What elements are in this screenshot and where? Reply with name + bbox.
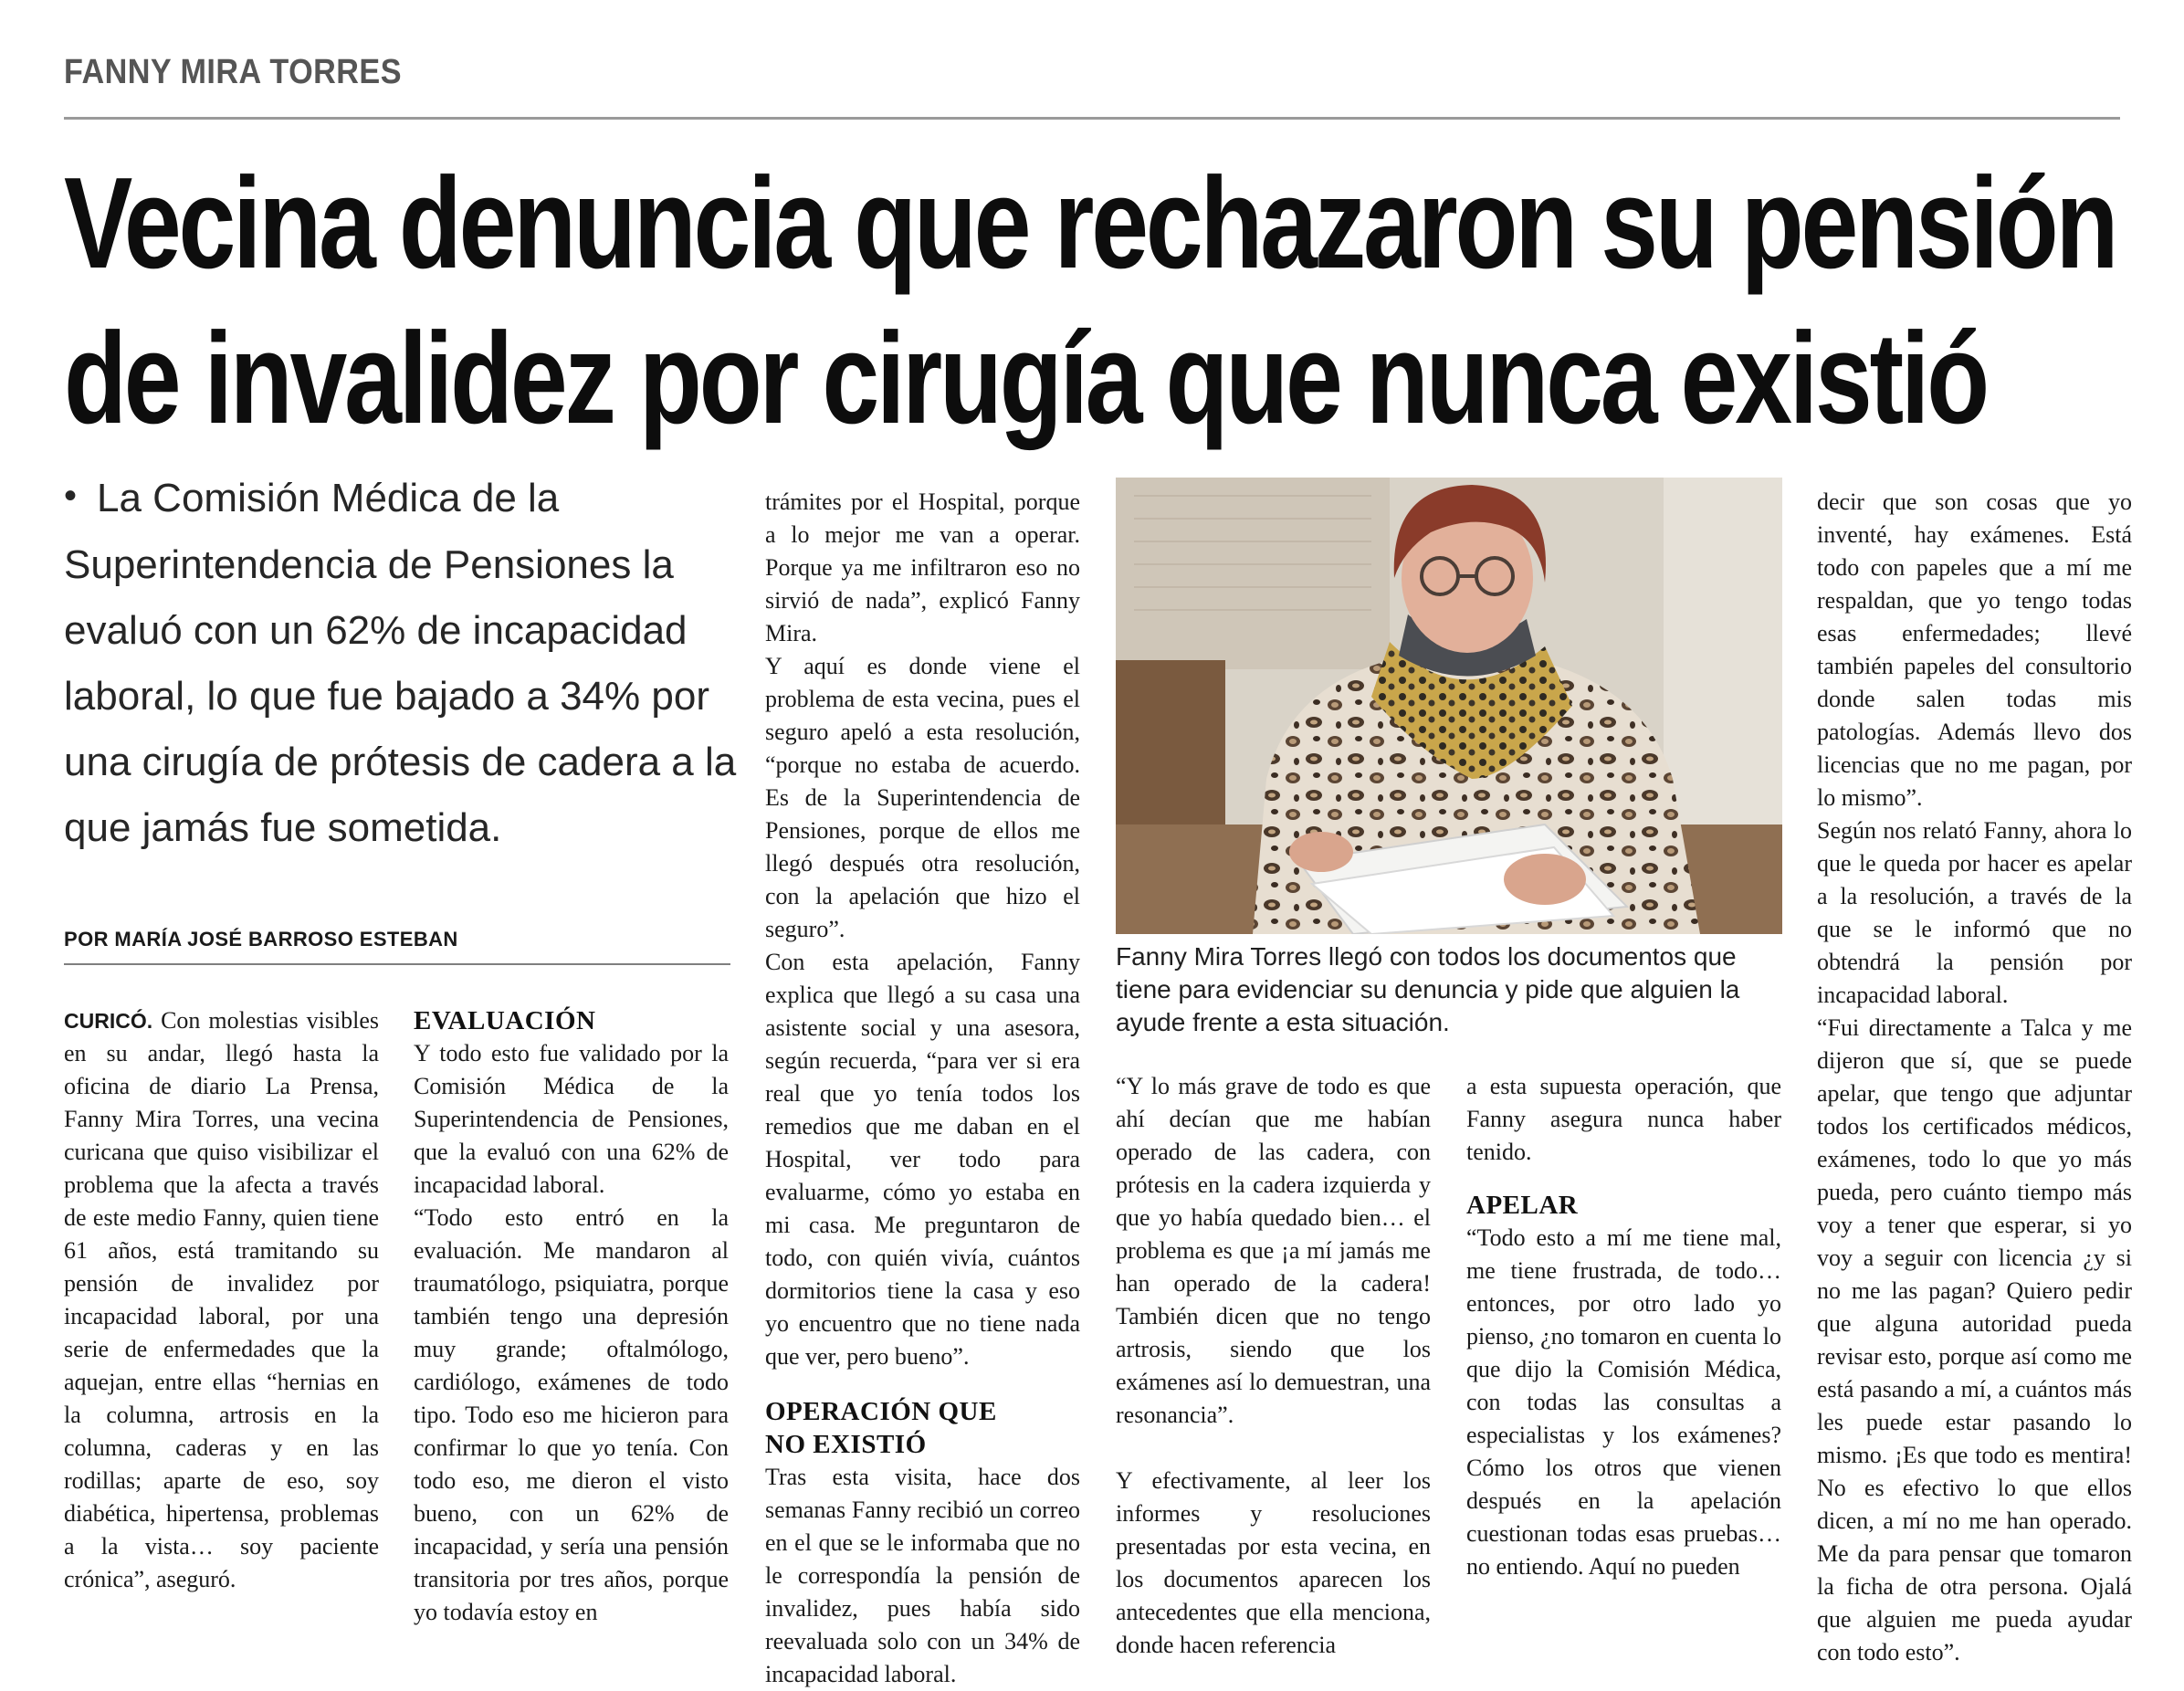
paragraph: Y efectivamente, al leer los informes y resoluciones presentadas por esta vecina, en los documentos aparecen los antecedentes que ella menciona, donde hacen referencia (1116, 1467, 1431, 1658)
lede-text: La Comisión Médica de la Superintendencia de Pensiones la evaluó con un 62% de incapacidad laboral, lo que fue bajado a 34% por una cirugía de prótesis de cadera a la que jamás fue sometida. (64, 476, 737, 850)
photo-caption: Fanny Mira Torres llegó con todos los documentos que tiene para evidenciar su denuncia y pide que alguien la ayude frente a esta situación. (1116, 942, 1740, 1036)
subhead-line-2: NO EXISTIÓ (765, 1430, 927, 1459)
subhead-operacion (765, 1395, 1080, 1461)
paragraph: “Todo esto a mí me tiene mal, me tiene frustrada, de todo… entonces, por otro lado yo pienso, ¿no tomaron en cuenta lo que dijo la Comisión Médica, con todas las consultas a especialistas y los exámenes? Cómo los otros que vienen después en la apelación cuestionan todas esas pruebas… no entiendo. Aquí no pueden (1466, 1224, 1781, 1580)
article-column-6 (1817, 486, 2132, 1669)
subhead-apelar: APELAR (1466, 1191, 1579, 1220)
headline-line-1: Vecina denuncia que rechazaron su pensión (64, 151, 2116, 296)
paragraph: “Todo esto entró en la evaluación. Me mandaron al traumatólogo, psiquiatra, porque también tengo una depresión muy grande; oftalmólogo, cardiólogo, exámenes de todo tipo. Todo eso me hicieron para confirmar lo que yo tenía. Con todo eso, me dieron el visto bueno, con un 62% de incapacidad, y sería una pensión transitoria por tres años, porque yo todavía estoy en (414, 1204, 729, 1625)
woman-with-documents-photo-icon (1116, 478, 1782, 934)
article-column-1 (64, 1004, 379, 1596)
paragraph: Con esta apelación, Fanny explica que llegó a su casa una asistente social y una asesora, según recuerda, “para ver si era real que yo tenía todos los remedios que me daban en el Hospital, ver todo para evaluarme, cómo yo estaba en mi casa. Me preguntaron de todo, con quién vivía, cuántos dormitorios tiene la casa y eso yo encuentro que no tiene nada que ver, pero bueno”. (765, 949, 1080, 1370)
byline-divider (64, 963, 730, 965)
paragraph: Y aquí es donde viene el problema de esta vecina, pues el seguro apeló a esta resolución, “porque no estaba de acuerdo. Es de la Superintendencia de Pensiones, porque de ellos me llegó después otra resolución, con la apelación que hizo el seguro”. (765, 653, 1080, 942)
byline: POR MARÍA JOSÉ BARROSO ESTEBAN (64, 928, 458, 951)
paragraph-text: Con molestias visibles en su andar, llegó hasta la oficina de diario La Prensa, Fanny Mira Torres, una vecina curicana que quiso visibilizar el problema que la afecta a través de este medio Fanny, quien tiene 61 años, está tramitando su pensión de invalidez por incapacidad laboral, por una serie de enfermedades que la aquejan, entre ellas “hernias en la columna, artrosis en la columna, caderas y en las rodillas; aparte de eso, soy diabética, hipertensa, problemas a la vista… soy paciente crónica”, aseguró. (64, 1007, 380, 1592)
subhead-evaluacion: EVALUACIÓN (414, 1006, 596, 1035)
headline-line-2: de invalidez por cirugía que nunca existió (64, 306, 1987, 451)
article-column-4 (1116, 1070, 1431, 1662)
paragraph: decir que son cosas que yo inventé, hay exámenes. Está todo con papeles que a mí me respaldan, que yo tengo todas esas enfermedades; llevé también papeles del consultorio donde salen todas mis patologías. Además llevo dos licencias que no me pagan, por lo mismo”. (1817, 488, 2132, 811)
paragraph: “Fui directamente a Talca y me dijeron que sí, que se puede apelar, que tengo que adjuntar todos los certificados médicos, exámenes, todo lo que yo más pueda, pero cuánto tiempo más voy a tener que esperar, si yo voy a seguir con licencia ¿y si no me las pagan? Quiero pedir que alguna autoridad pueda revisar esto, porque así como me está pasando a mí, a cuántos más les puede estar pasando lo mismo. ¡Es que todo es mentira! No es efectivo lo que ellos dicen, a mí no me han operado. Me da para pensar que tomaron la ficha de otra persona. Ojalá que alguien me pueda ayudar con todo esto”. (1817, 1014, 2132, 1665)
paragraph: a esta supuesta operación, que Fanny asegura nunca haber tenido. (1466, 1073, 1781, 1165)
article-column-5 (1466, 1070, 1781, 1583)
headline (64, 146, 2127, 457)
paragraph: trámites por el Hospital, porque a lo mejor me van a operar. Porque ya me infiltraron eso no sirvió de nada”, explicó Fanny Mira. (765, 488, 1080, 646)
paragraph: Y todo esto fue validado por la Comisión Médica de la Superintendencia de Pensiones, que la evaluó con una 62% de incapacidad laboral. (414, 1040, 729, 1198)
article-column-3 (765, 486, 1080, 1691)
top-divider (64, 117, 2120, 120)
lede-bullet-icon: • (64, 476, 78, 516)
paragraph: “Y lo más grave de todo es que ahí decían que me habían operado de las cadera, con prótesis en la cadera izquierda y que yo había quedado bien… el problema es que ¡a mí jamás me han operado de la cadera! También dicen que no tengo artrosis, siendo que los exámenes así lo demuestran, una resonancia”. (1116, 1073, 1431, 1428)
article-column-2 (414, 1004, 729, 1629)
lede (64, 466, 740, 861)
paragraph: Según nos relató Fanny, ahora lo que le queda por hacer es apelar a la resolución, a través de la que se le informó que no obtendrá la pensión por incapacidad laboral. (1817, 817, 2132, 1008)
section-label: FANNY MIRA TORRES (64, 53, 402, 91)
dateline: CURICÓ. (64, 1009, 153, 1033)
paragraph: Tras esta visita, hace dos semanas Fanny recibió un correo en el que se le informaba que no le correspondía la pensión de invalidez, pues había sido reevaluada solo con un 34% de incapacidad laboral. (765, 1464, 1080, 1687)
subhead-line-1: OPERACIÓN QUE (765, 1397, 997, 1426)
article-photo (1116, 478, 1782, 934)
paragraph (64, 1004, 379, 1596)
